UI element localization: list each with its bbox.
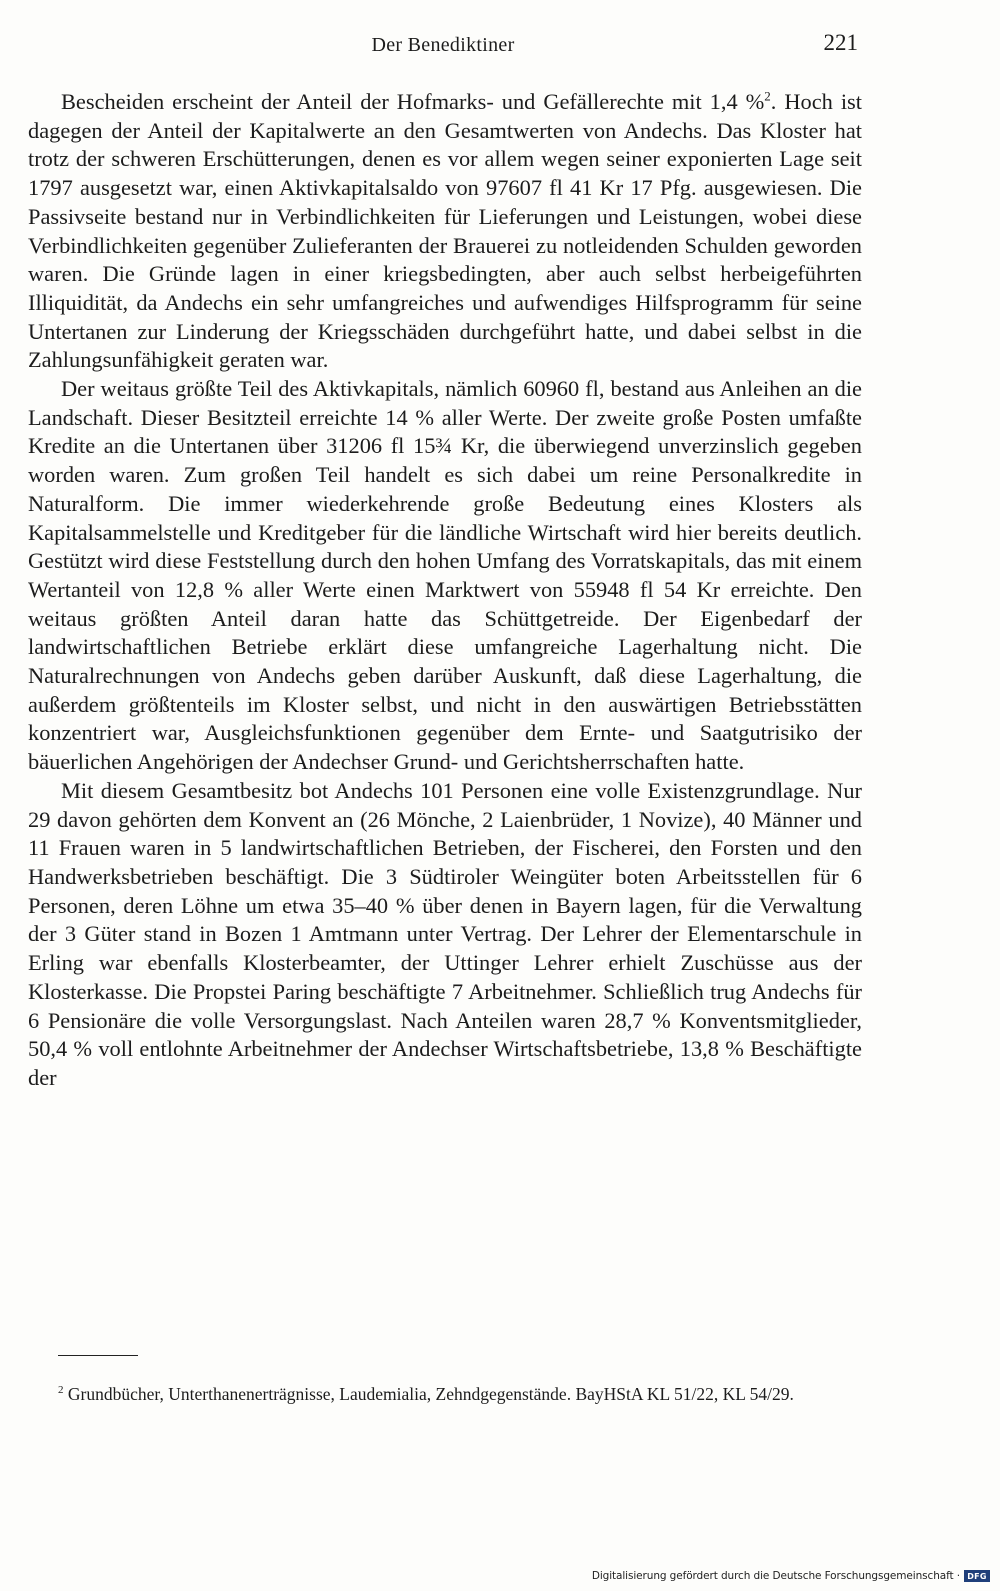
page-number: 221 [823, 30, 858, 55]
footnote-reference: 2 [764, 88, 771, 104]
paragraph-1-text-end: . Hoch ist dagegen der Anteil der Kapitalwerte an den Gesamtwerten von Andechs. Das Kloster hat trotz der schweren Erschütterungen, denen es vor allem wegen seiner exponierten Lage seit 1797 ausgesetzt war, einen Aktivkapitalsaldo von 97607 fl 41 Kr 17 Pfg. ausgewiesen. Die Passivseite bestand nur in Verbindlichkeiten für Lieferungen und Leistungen, wobei diese Verbindlichkeiten gegenüber Zulieferanten der Brauerei zu notleidenden Schulden geworden waren. Die Gründe lagen in einer kriegsbedingten, aber auch selbst herbeigeführten Illiquidität, da Andechs ein sehr umfangreiches und aufwendiges Hilfsprogramm für seine Untertanen zur Linderung der Kriegsschäden durchgeführt hatte, und dabei selbst in die Zahlungsunfähigkeit geraten war. [28, 89, 862, 373]
body-text [28, 88, 862, 1093]
footnote-divider [58, 1355, 138, 1356]
dfg-logo-icon: DFG [964, 1570, 990, 1582]
paragraph-2: Der weitaus größte Teil des Aktivkapitals, nämlich 60960 fl, bestand aus Anleihen an die Landschaft. Dieser Besitzteil erreichte 14 % aller Werte. Der zweite große Posten umfaßte Kredite an die Untertanen über 31206 fl 15¾ Kr, die überwiegend unverzinslich gegeben worden waren. Zum großen Teil handelt es sich dabei um reine Personalkredite in Naturalform. Die immer wiederkehrende große Bedeutung eines Klosters als Kapitalsammelstelle und Kreditgeber für die ländliche Wirtschaft wird hier bereits deutlich. Gestützt wird diese Feststellung durch den hohen Umfang des Vorratskapitals, das mit einem Wertanteil von 12,8 % aller Werte einen Marktwert von 55948 fl 54 Kr erreichte. Den weitaus größten Anteil daran hatte das Schüttgetreide. Der Eigenbedarf der landwirtschaftlichen Betriebe erklärt diese umfangreiche Lagerhaltung nicht. Die Naturalrechnungen von Andechs geben darüber Auskunft, daß diese Lagerhaltung, die außerdem größtenteils im Kloster selbst, und nicht in den auswärtigen Betriebsstätten konzentriert war, Ausgleichsfunktionen gegenüber dem Ernte- und Saatgutrisiko der bäuerlichen Angehörigen der Andechser Grund- und Gerichtsherrschaften hatte. [28, 376, 862, 775]
paragraph-1-text-start: Bescheiden erscheint der Anteil der Hofmarks- und Gefällerechte mit 1,4 % [61, 89, 765, 114]
footnote-marker: 2 [58, 1384, 64, 1397]
digitization-credit [592, 1569, 990, 1583]
paragraph-3: Mit diesem Gesamtbesitz bot Andechs 101 Personen eine volle Existenzgrundlage. Nur 29 davon gehörten dem Konvent an (26 Mönche, 2 Laienbrüder, 1 Novize), 40 Männer und 11 Frauen waren in 5 landwirtschaftlichen Betrieben, der Fischerei, den Forsten und den Handwerksbetrieben beschäftigt. Die 3 Südtiroler Weingüter boten Arbeitsstellen für 6 Personen, deren Löhne um etwa 35–40 % über denen in Bayern lagen, für die Verwaltung der 3 Güter stand in Bozen 1 Amtmann unter Vertrag. Der Lehrer der Elementarschule in Erling war ebenfalls Klosterbeamter, der Uttinger Lehrer erhielt Zuschüsse aus der Klosterkasse. Die Propstei Paring beschäftigte 7 Arbeitnehmer. Schließlich trug Andechs für 6 Pensionäre die volle Versorgungslast. Nach Anteilen waren 28,7 % Konventsmitglieder, 50,4 % voll entlohnte Arbeitnehmer der Andechser Wirtschaftsbetriebe, 13,8 % Beschäftigte der [28, 777, 862, 1090]
paragraph-1 [28, 88, 862, 375]
footnote-text: Grundbücher, Unterthanenerträgnisse, Laudemialia, Zehndgegenstände. BayHStA KL 51/22, KL 54/29. [63, 1384, 794, 1404]
digitization-credit-text: Digitalisierung gefördert durch die Deutsche Forschungsgemeinschaft · [591, 1570, 960, 1582]
footnote [28, 1382, 862, 1406]
running-title: Der Benediktiner [371, 34, 515, 56]
running-head [28, 30, 858, 64]
